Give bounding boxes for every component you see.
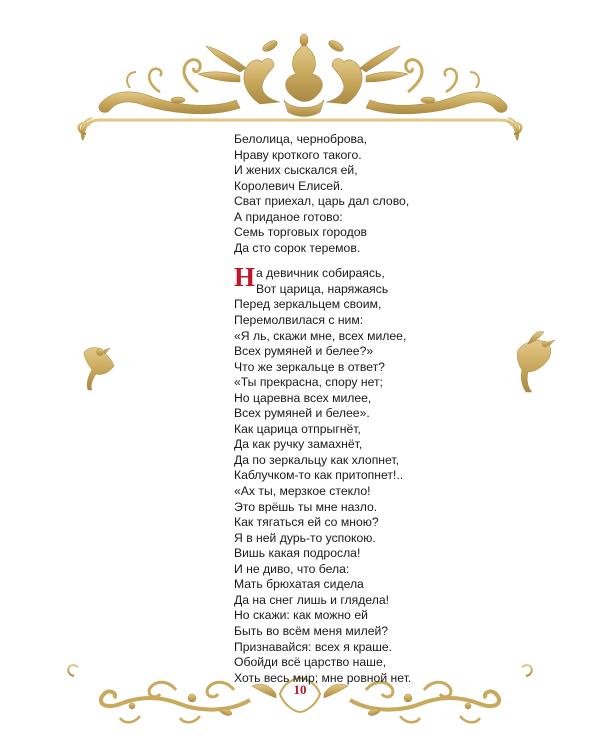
poem-line: «Я ль, скажи мне, всех милее, bbox=[234, 328, 407, 343]
poem-line: Всех румяней и белее». bbox=[234, 406, 370, 421]
poem-line: Я в ней дурь-то успокою. bbox=[234, 530, 376, 545]
stanza-2 bbox=[234, 262, 494, 686]
poem-line: Но царевна всех милее, bbox=[234, 390, 372, 405]
poem-line: Нраву кроткого такого. bbox=[234, 147, 362, 162]
poem-line-rest: а девичник собираясь, bbox=[256, 266, 385, 281]
poem-line: Королевич Елисей. bbox=[234, 178, 344, 193]
poem-line: Признавайся: всех я краше. bbox=[234, 639, 393, 654]
page-number: 10 bbox=[293, 682, 307, 697]
poem-line: Да сто сорок теремов. bbox=[234, 240, 361, 255]
poem-line: Обойди всё царство наше, bbox=[234, 655, 387, 670]
poem-line: Как тягаться ей со мною? bbox=[234, 515, 379, 530]
poem-line: Это врёшь ты мне назло. bbox=[234, 499, 378, 514]
poem-line: Белолица, черноброва, bbox=[234, 132, 368, 146]
gold-firebird-crest-ornament bbox=[99, 34, 507, 117]
poem-line: «Ах ты, мерзкое стекло! bbox=[234, 484, 371, 499]
poem-line: Да как ручку замахнёт, bbox=[234, 437, 363, 452]
poem-line: Семь торговых городов bbox=[234, 225, 367, 240]
poem-line: Но скажи: как можно ей bbox=[234, 608, 368, 623]
right-bird-icon bbox=[517, 332, 555, 393]
poem-line: Что же зеркальце в ответ? bbox=[234, 359, 385, 374]
poem-line: Перемолвилася с ним: bbox=[234, 313, 364, 328]
poem-line: А приданое готово: bbox=[234, 209, 343, 224]
poem-line: И не диво, что бела: bbox=[234, 561, 350, 576]
left-bird-icon bbox=[84, 348, 114, 391]
poem-line: Перед зеркальцем своим, bbox=[234, 297, 382, 312]
poem-text bbox=[234, 132, 494, 686]
poem-line: Хоть весь мир; мне ровной нет. bbox=[234, 670, 412, 685]
poem-line: Всех румяней и белее?» bbox=[234, 344, 374, 359]
stanza-1 bbox=[234, 132, 494, 256]
poem-line: Да на снег лишь и глядела! bbox=[234, 592, 390, 607]
poem-line: Вот царица, наряжаясь bbox=[256, 281, 389, 296]
poem-line: Да по зеркальцу как хлопнет, bbox=[234, 452, 400, 467]
poem-line: «Ты прекрасна, спору нет; bbox=[234, 375, 383, 390]
drop-cap: Н bbox=[234, 262, 256, 293]
poem-line: Как царица отпрыгнёт, bbox=[234, 421, 361, 436]
poem-line: Сват приехал, царь дал слово, bbox=[234, 194, 410, 209]
poem-line: Вишь какая подросла! bbox=[234, 546, 361, 561]
poem-line: Мать брюхатая сидела bbox=[234, 577, 364, 592]
poem-line: Каблучком-то как притопнет!.. bbox=[234, 468, 404, 483]
poem-line: И жених сыскался ей, bbox=[234, 163, 358, 178]
poem-line: Быть во всём меня милей? bbox=[234, 623, 389, 638]
